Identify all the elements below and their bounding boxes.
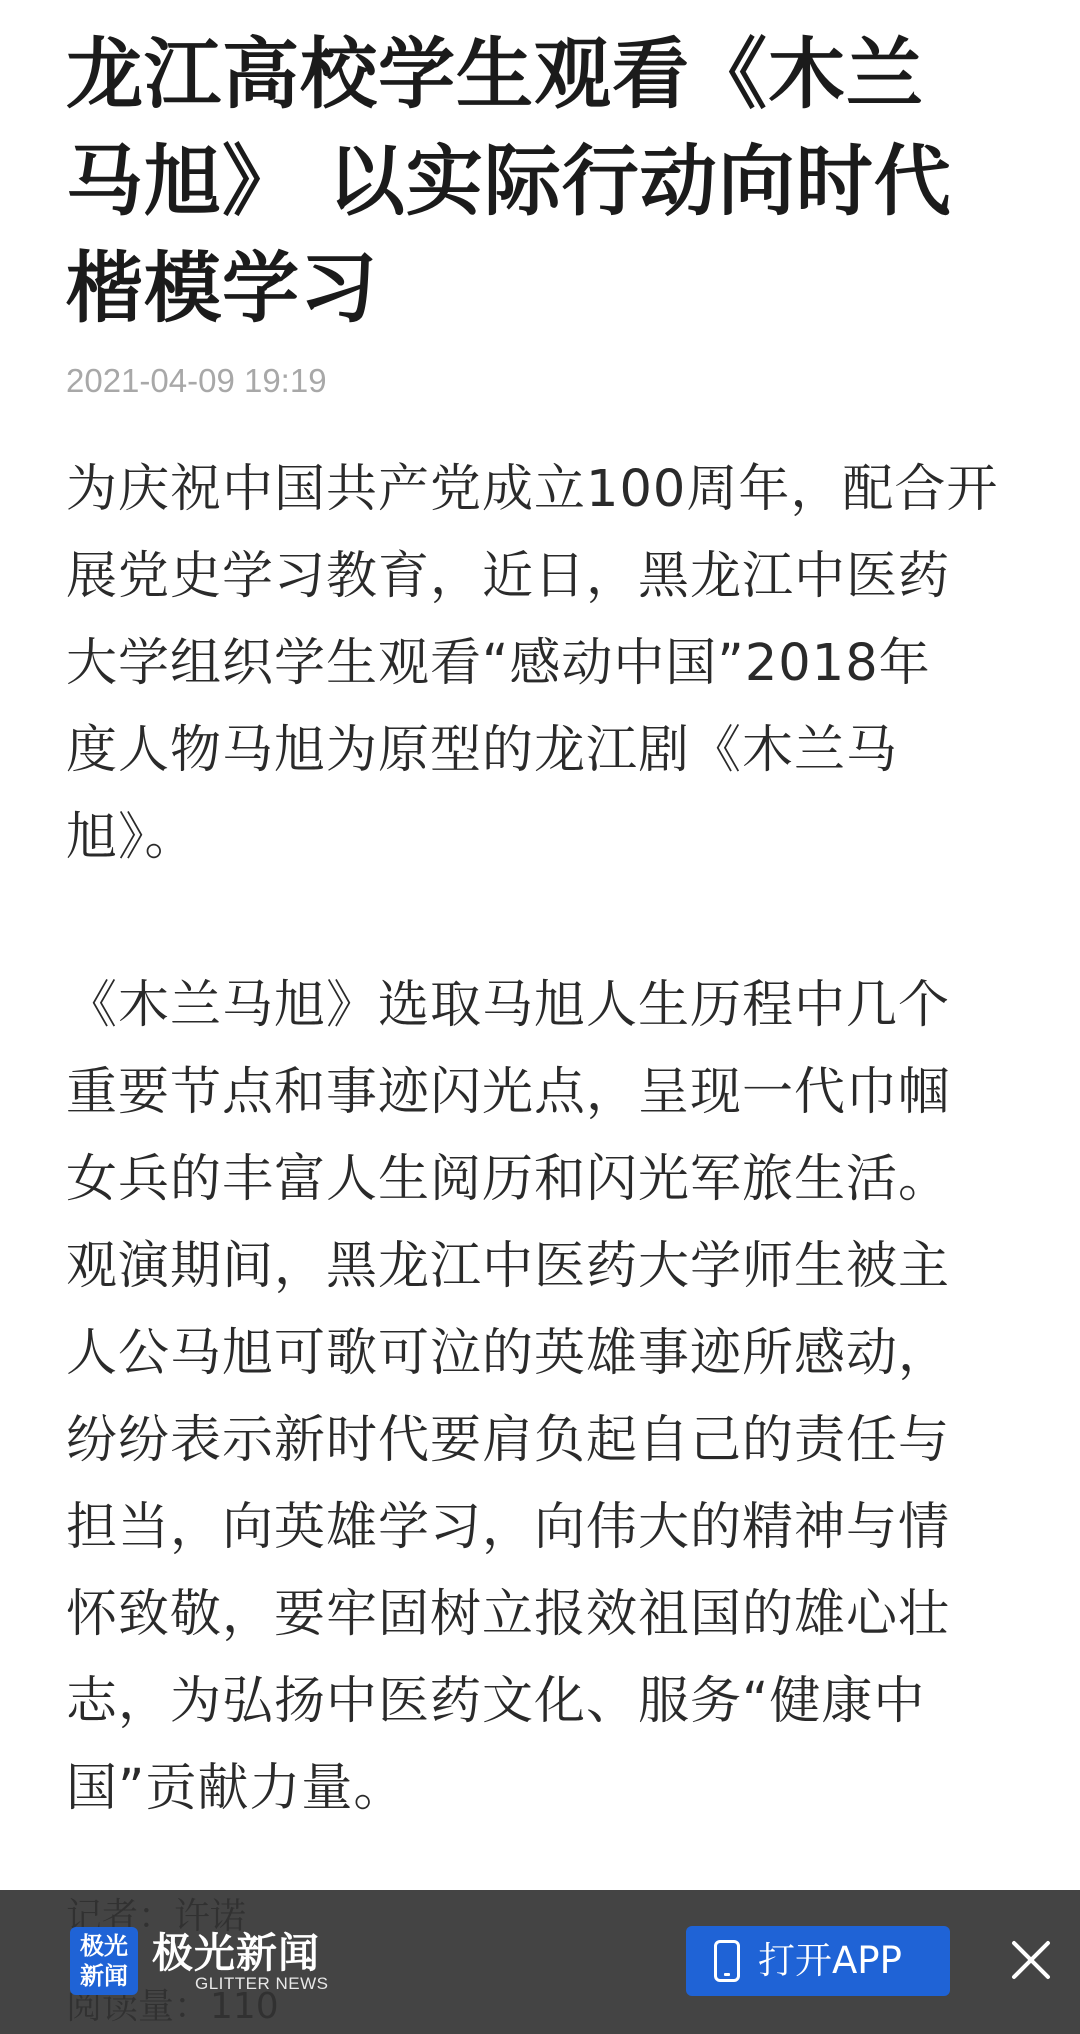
phone-icon <box>714 1940 740 1982</box>
brand-name: 极光新闻 <box>152 1929 320 1977</box>
open-app-button[interactable] <box>686 1926 950 1996</box>
publish-date: 2021-04-09 19:19 <box>66 362 327 399</box>
article-paragraph: 《木兰马旭》选取马旭人生历程中几个 重要节点和事迹闪光点，呈现一代巾帼 女兵的丰富人生阅历和闪光军旅生活。 观演期间，黑龙江中医药大学师生被主 人公马旭可歌可泣的英雄事迹所感动， 纷纷表示新时代要肩负起自己的责任与 担当，向英雄学习，向伟大的精神与情 怀致敬，要牢固树立报效祖国的雄心壮 志，为弘扬中医药文化、服务“健康中 国”贡献力量。 <box>66 976 951 1818</box>
open-app-label: 打开APP <box>758 1939 902 1982</box>
app-logo-icon: 极光 新闻 <box>70 1927 138 1995</box>
close-icon[interactable] <box>1003 1932 1059 1988</box>
article-paragraph: 为庆祝中国共产党成立100周年，配合开 展党史学习教育，近日，黑龙江中医药 大学组织学生观看“感动中国”2018年 度人物马旭为原型的龙江剧《木兰马 旭》。 <box>66 460 999 867</box>
article-title: 龙江高校学生观看《木兰 马旭》 以实际行动向时代 楷模学习 <box>66 31 952 334</box>
brand-subtitle: GLITTER NEWS <box>195 1974 329 1993</box>
app-download-banner[interactable] <box>0 1890 1080 2034</box>
article <box>66 22 1016 1832</box>
